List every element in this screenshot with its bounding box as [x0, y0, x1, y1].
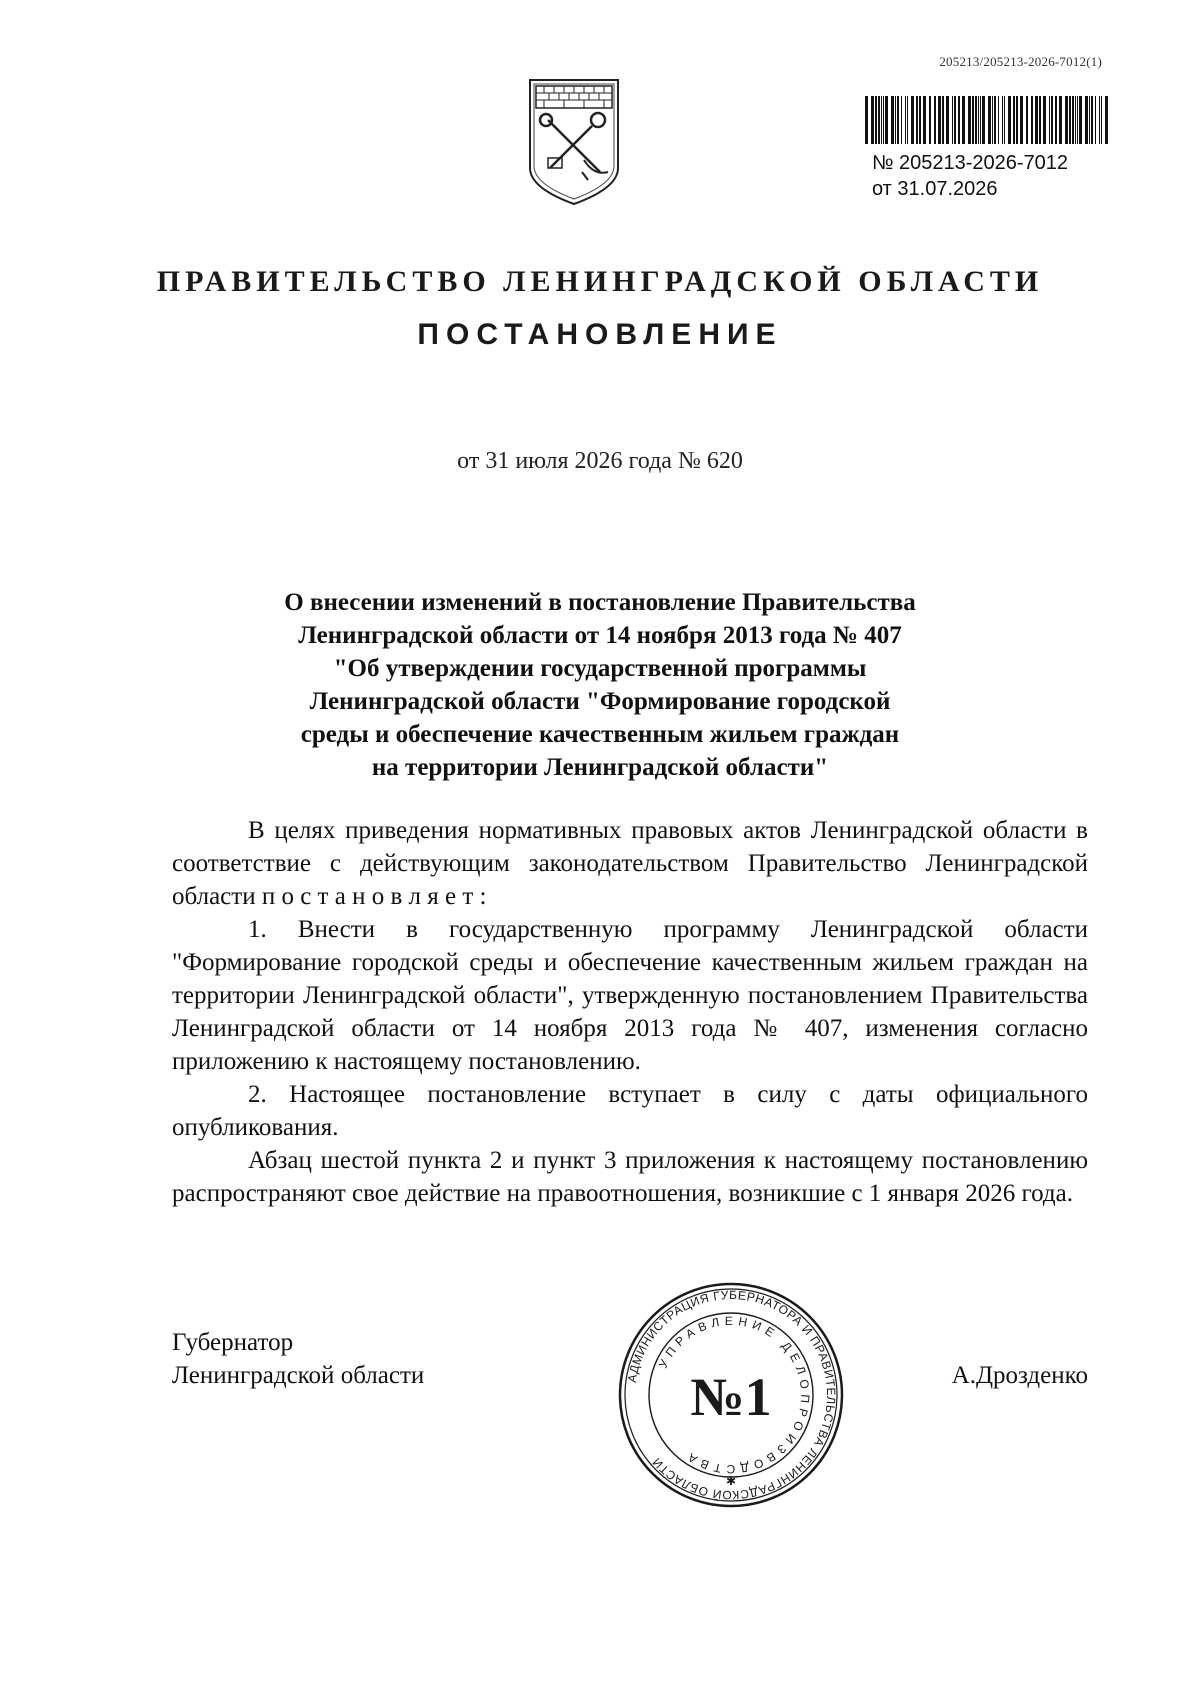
heading-line: среды и обеспечение качественным жильем граждан	[300, 721, 900, 748]
svg-text:✱: ✱	[725, 1474, 737, 1488]
heading-line: О внесении изменений в постановление Правительства	[284, 589, 916, 616]
document-date-number: от 31 июля 2026 года № 620	[457, 448, 743, 474]
item-2-paragraph: 2. Настоящее постановление вступает в силу с даты официального опубликования.	[172, 1081, 1088, 1141]
document-body	[172, 814, 1088, 1210]
seal-center-text: №1	[690, 1367, 772, 1427]
signer-name: А.Дрозденко	[951, 1362, 1088, 1389]
signature-position	[172, 1326, 424, 1392]
official-seal-icon	[616, 1280, 846, 1510]
document-heading	[240, 586, 960, 784]
document-reference: 205213/205213-2026-7012(1)	[939, 54, 1102, 69]
coat-of-arms-icon	[524, 76, 624, 208]
decree-word: п о с т а н о в л я е т :	[261, 883, 487, 910]
heading-line: Ленинградской области "Формирование городской	[309, 688, 891, 715]
preamble-text: В целях приведения нормативных правовых актов Ленинградской области в соответствие с действующим законодательством Правительство Ленинградской области	[172, 817, 1088, 910]
signer-position-line1: Губернатор	[172, 1329, 294, 1356]
signer-position-line2: Ленинградской области	[172, 1362, 425, 1389]
registration-date: от 31.07.2026	[872, 178, 998, 200]
item-2-extra-paragraph: Абзац шестой пункта 2 и пункт 3 приложения к настоящему постановлению распространяют свое действие на правоотношения, возникшие с 1 января 2026 года.	[172, 1147, 1088, 1207]
document-type: ПОСТАНОВЛЕНИЕ	[417, 318, 783, 351]
seal-outer-text: АДМИНИСТРАЦИЯ ГУБЕРНАТОРА И ПРАВИТЕЛЬСТВА ЛЕНИНГРАДСКОЙ ОБЛАСТИ	[624, 1287, 839, 1503]
item-1-paragraph: 1. Внести в государственную программу Ленинградской области "Формирование городской среды и обеспечение качественным жильем граждан на территории Ленинградской области", утвержденную постановлением Правительства Ленинградской области от 14 ноября 2013 года № 407, изменения согласно приложению к настоящему постановлению.	[172, 916, 1088, 1075]
preamble-paragraph	[172, 814, 1088, 913]
heading-line: Ленинградской области от 14 ноября 2013 года № 407	[298, 622, 902, 649]
registration-block	[872, 150, 1068, 202]
heading-line: на территории Ленинградской области"	[371, 754, 829, 781]
barcode-icon	[863, 96, 1113, 144]
government-title: ПРАВИТЕЛЬСТВО ЛЕНИНГРАДСКОЙ ОБЛАСТИ	[156, 265, 1044, 298]
heading-line: "Об утверждении государственной программы	[333, 655, 867, 682]
seal-inner-text: УПРАВЛЕНИЕ ДЕЛОПРОИЗВОДСТВА	[655, 1313, 813, 1477]
registration-number: № 205213-2026-7012	[872, 152, 1069, 174]
